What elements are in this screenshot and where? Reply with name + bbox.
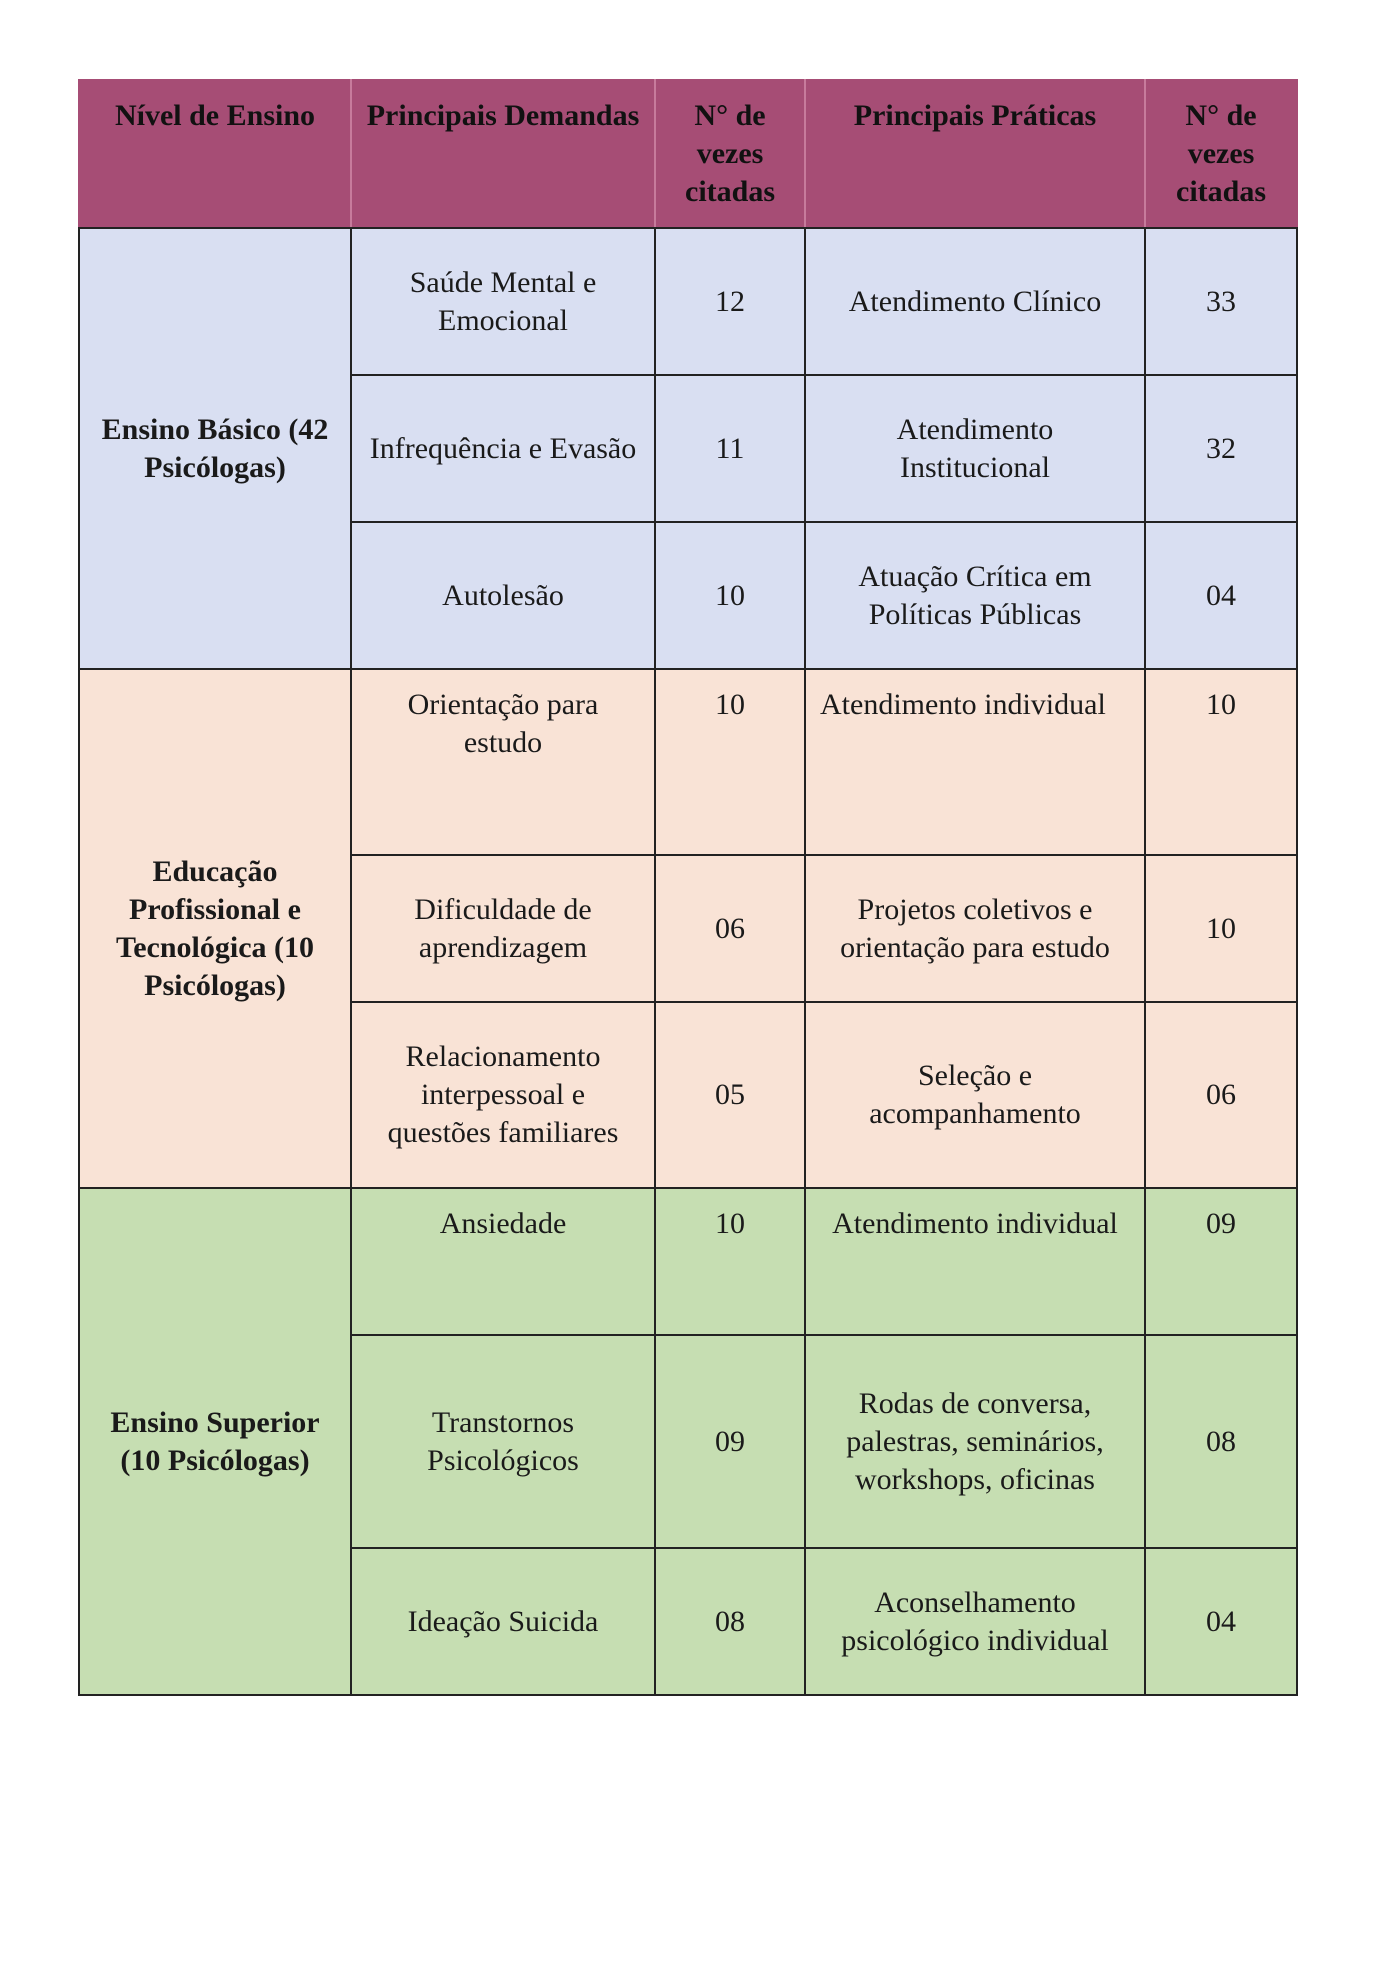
pratica-count-cell: 32 [1145,375,1297,522]
pratica-count-cell: 04 [1145,1548,1297,1695]
pratica-cell: Seleção e acompanhamento [805,1002,1145,1188]
header-nivel: Nível de Ensino [79,80,351,228]
demanda-count-cell: 12 [655,228,805,375]
demanda-cell: Orientação para estudo [351,669,655,855]
demanda-cell: Saúde Mental e Emocional [351,228,655,375]
demanda-cell: Transtornos Psicológicos [351,1335,655,1548]
header-praticas: Principais Práticas [805,80,1145,228]
level-cell: Ensino Básico (42 Psicólogas) [79,228,351,669]
demanda-cell: Ansiedade [351,1188,655,1335]
table-row [79,669,1297,855]
demanda-count-cell: 10 [655,522,805,669]
header-demandas: Principais Demandas [351,80,655,228]
level-cell: Ensino Superior (10 Psicólogas) [79,1188,351,1695]
demanda-cell: Relacionamento interpessoal e questões familiares [351,1002,655,1188]
pratica-count-cell: 06 [1145,1002,1297,1188]
demanda-count-cell: 05 [655,1002,805,1188]
pratica-cell: Projetos coletivos e orientação para estudo [805,855,1145,1002]
demanda-count-cell: 06 [655,855,805,1002]
demanda-cell: Ideação Suicida [351,1548,655,1695]
demanda-cell: Infrequência e Evasão [351,375,655,522]
pratica-cell: Atendimento Clínico [805,228,1145,375]
header-n-praticas: N° de vezes citadas [1145,80,1297,228]
pratica-cell: Aconselhamento psicológico individual [805,1548,1145,1695]
pratica-count-cell: 09 [1145,1188,1297,1335]
demanda-count-cell: 10 [655,1188,805,1335]
pratica-count-cell: 10 [1145,669,1297,855]
pratica-count-cell: 04 [1145,522,1297,669]
demanda-count-cell: 11 [655,375,805,522]
pratica-count-cell: 10 [1145,855,1297,1002]
header-n-demandas: N° de vezes citadas [655,80,805,228]
pratica-cell: Atendimento individual [805,669,1145,855]
demanda-count-cell: 10 [655,669,805,855]
demanda-count-cell: 09 [655,1335,805,1548]
pratica-cell: Atendimento Institucional [805,375,1145,522]
table-row [79,228,1297,375]
demanda-cell: Autolesão [351,522,655,669]
demanda-count-cell: 08 [655,1548,805,1695]
pratica-count-cell: 33 [1145,228,1297,375]
level-cell: Educação Profissional e Tecnológica (10 Psicólogas) [79,669,351,1188]
demanda-cell: Dificuldade de aprendizagem [351,855,655,1002]
table-row [79,1188,1297,1335]
pratica-cell: Atendimento individual [805,1188,1145,1335]
pratica-cell: Rodas de conversa, palestras, seminários, workshops, oficinas [805,1335,1145,1548]
header-row [79,80,1297,228]
pratica-count-cell: 08 [1145,1335,1297,1548]
pratica-cell: Atuação Crítica em Políticas Públicas [805,522,1145,669]
demands-practices-table [78,79,1298,1696]
